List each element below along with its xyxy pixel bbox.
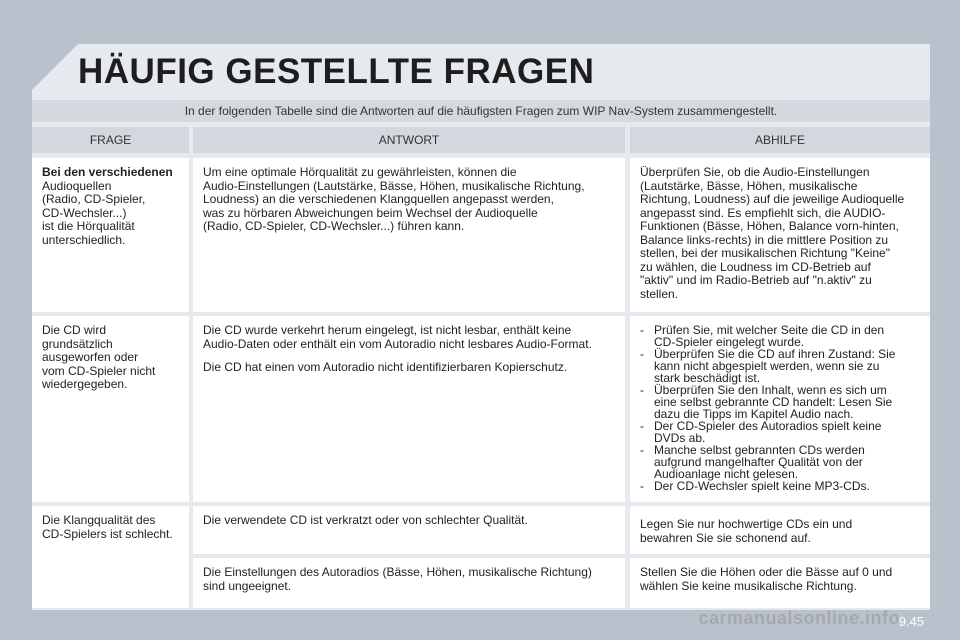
row1-frage-bold: Bei den verschiedenen (42, 165, 173, 179)
row3-frage-cell: Die Klangqualität des CD-Spielers ist schlecht. (32, 506, 189, 608)
row2-antwort-1: Die CD wurde verkehrt herum eingelegt, ist nicht lesbar, enthält keine Audio-Daten oder enthält ein vom Autoradio nicht lesbares Audio-Format. (203, 323, 592, 351)
row2-frage-cell: Die CD wird grundsätzlich ausgeworfen oder vom CD-Spieler nicht wiedergegeben. (32, 316, 189, 502)
row2-abhilfe-cell (630, 316, 930, 502)
row2-antwort-cell (193, 316, 625, 502)
page-number: 9.45 (898, 614, 924, 629)
row1-frage-text: Audioquellen (Radio, CD-Spieler, CD-Wechsler...) ist die Hörqualität unterschiedlich. (42, 178, 146, 247)
row2-abhilfe-list (640, 324, 920, 492)
page-corner-cut (32, 44, 78, 90)
watermark: carmanualsonline.info (698, 608, 900, 628)
list-item: - Prüfen Sie, mit welcher Seite die CD in den CD-Spieler eingelegt wurde. (640, 324, 920, 348)
list-item: - Der CD-Wechsler spielt keine MP3-CDs. (640, 480, 920, 492)
page-title: HÄUFIG GESTELLTE FRAGEN (78, 52, 595, 91)
row3-antwort-2: Die Einstellungen des Autoradios (Bässe, Höhen, musikalische Richtung) sind ungeeignet. (193, 558, 625, 608)
header-frage: FRAGE (32, 127, 189, 153)
intro-text: In der folgenden Tabelle sind die Antworten auf die häufigsten Fragen zum WIP Nav-System zusammengestellt. (184, 104, 778, 118)
row3-abhilfe-1: Legen Sie nur hochwertige CDs ein und bewahren Sie sie schonend auf. (630, 506, 930, 554)
list-item: - Manche selbst gebrannten CDs werden aufgrund mangelhafter Qualität von der Audioanlage nicht gelesen. (640, 444, 920, 480)
row2-antwort-2: Die CD hat einen vom Autoradio nicht identifizierbaren Kopierschutz. (203, 360, 568, 374)
row3-abhilfe-2: Stellen Sie die Höhen oder die Bässe auf 0 und wählen Sie keine musikalische Richtung. (630, 558, 930, 608)
header-antwort: ANTWORT (193, 127, 625, 153)
header-abhilfe: ABHILFE (630, 127, 930, 153)
row1-antwort-cell: Um eine optimale Hörqualität zu gewährleisten, können die Audio-Einstellungen (Lautstärke, Bässe, Höhen, musikalische Richtung, Loudness) an die verschiedenen Klangquellen angepasst werden, was zu hörbaren Abweichungen beim Wechsel der Audioquelle (Radio, CD-Spieler, CD-Wechsler...) führen kann. (193, 158, 625, 312)
row1-frage-cell (32, 158, 189, 312)
list-item: - Der CD-Spieler des Autoradios spielt keine DVDs ab. (640, 420, 920, 444)
row1-abhilfe-cell: Überprüfen Sie, ob die Audio-Einstellungen (Lautstärke, Bässe, Höhen, musikalische Richtung, Loudness) auf die jeweilige Audioquelle angepasst sind. Es empfiehlt sich, die AUDIO- Funktionen (Bässe, Höhen, Balance vorn-hinten, Balance links-rechts) in die mittlere Position zu stellen, bei der musikalischen Richtung "Keine" zu wählen, die Loudness im CD-Betrieb auf "aktiv" und im Radio-Betrieb auf "n.aktiv" zu stellen. (630, 158, 930, 312)
list-item: - Überprüfen Sie den Inhalt, wenn es sich um eine selbst gebrannte CD handelt: Lesen Sie dazu die Tipps im Kapitel Audio nach. (640, 384, 920, 420)
row3-antwort-1: Die verwendete CD ist verkratzt oder von schlechter Qualität. (193, 506, 625, 554)
list-item: - Überprüfen Sie die CD auf ihren Zustand: Sie kann nicht abgespielt werden, wenn sie zu stark beschädigt ist. (640, 348, 920, 384)
